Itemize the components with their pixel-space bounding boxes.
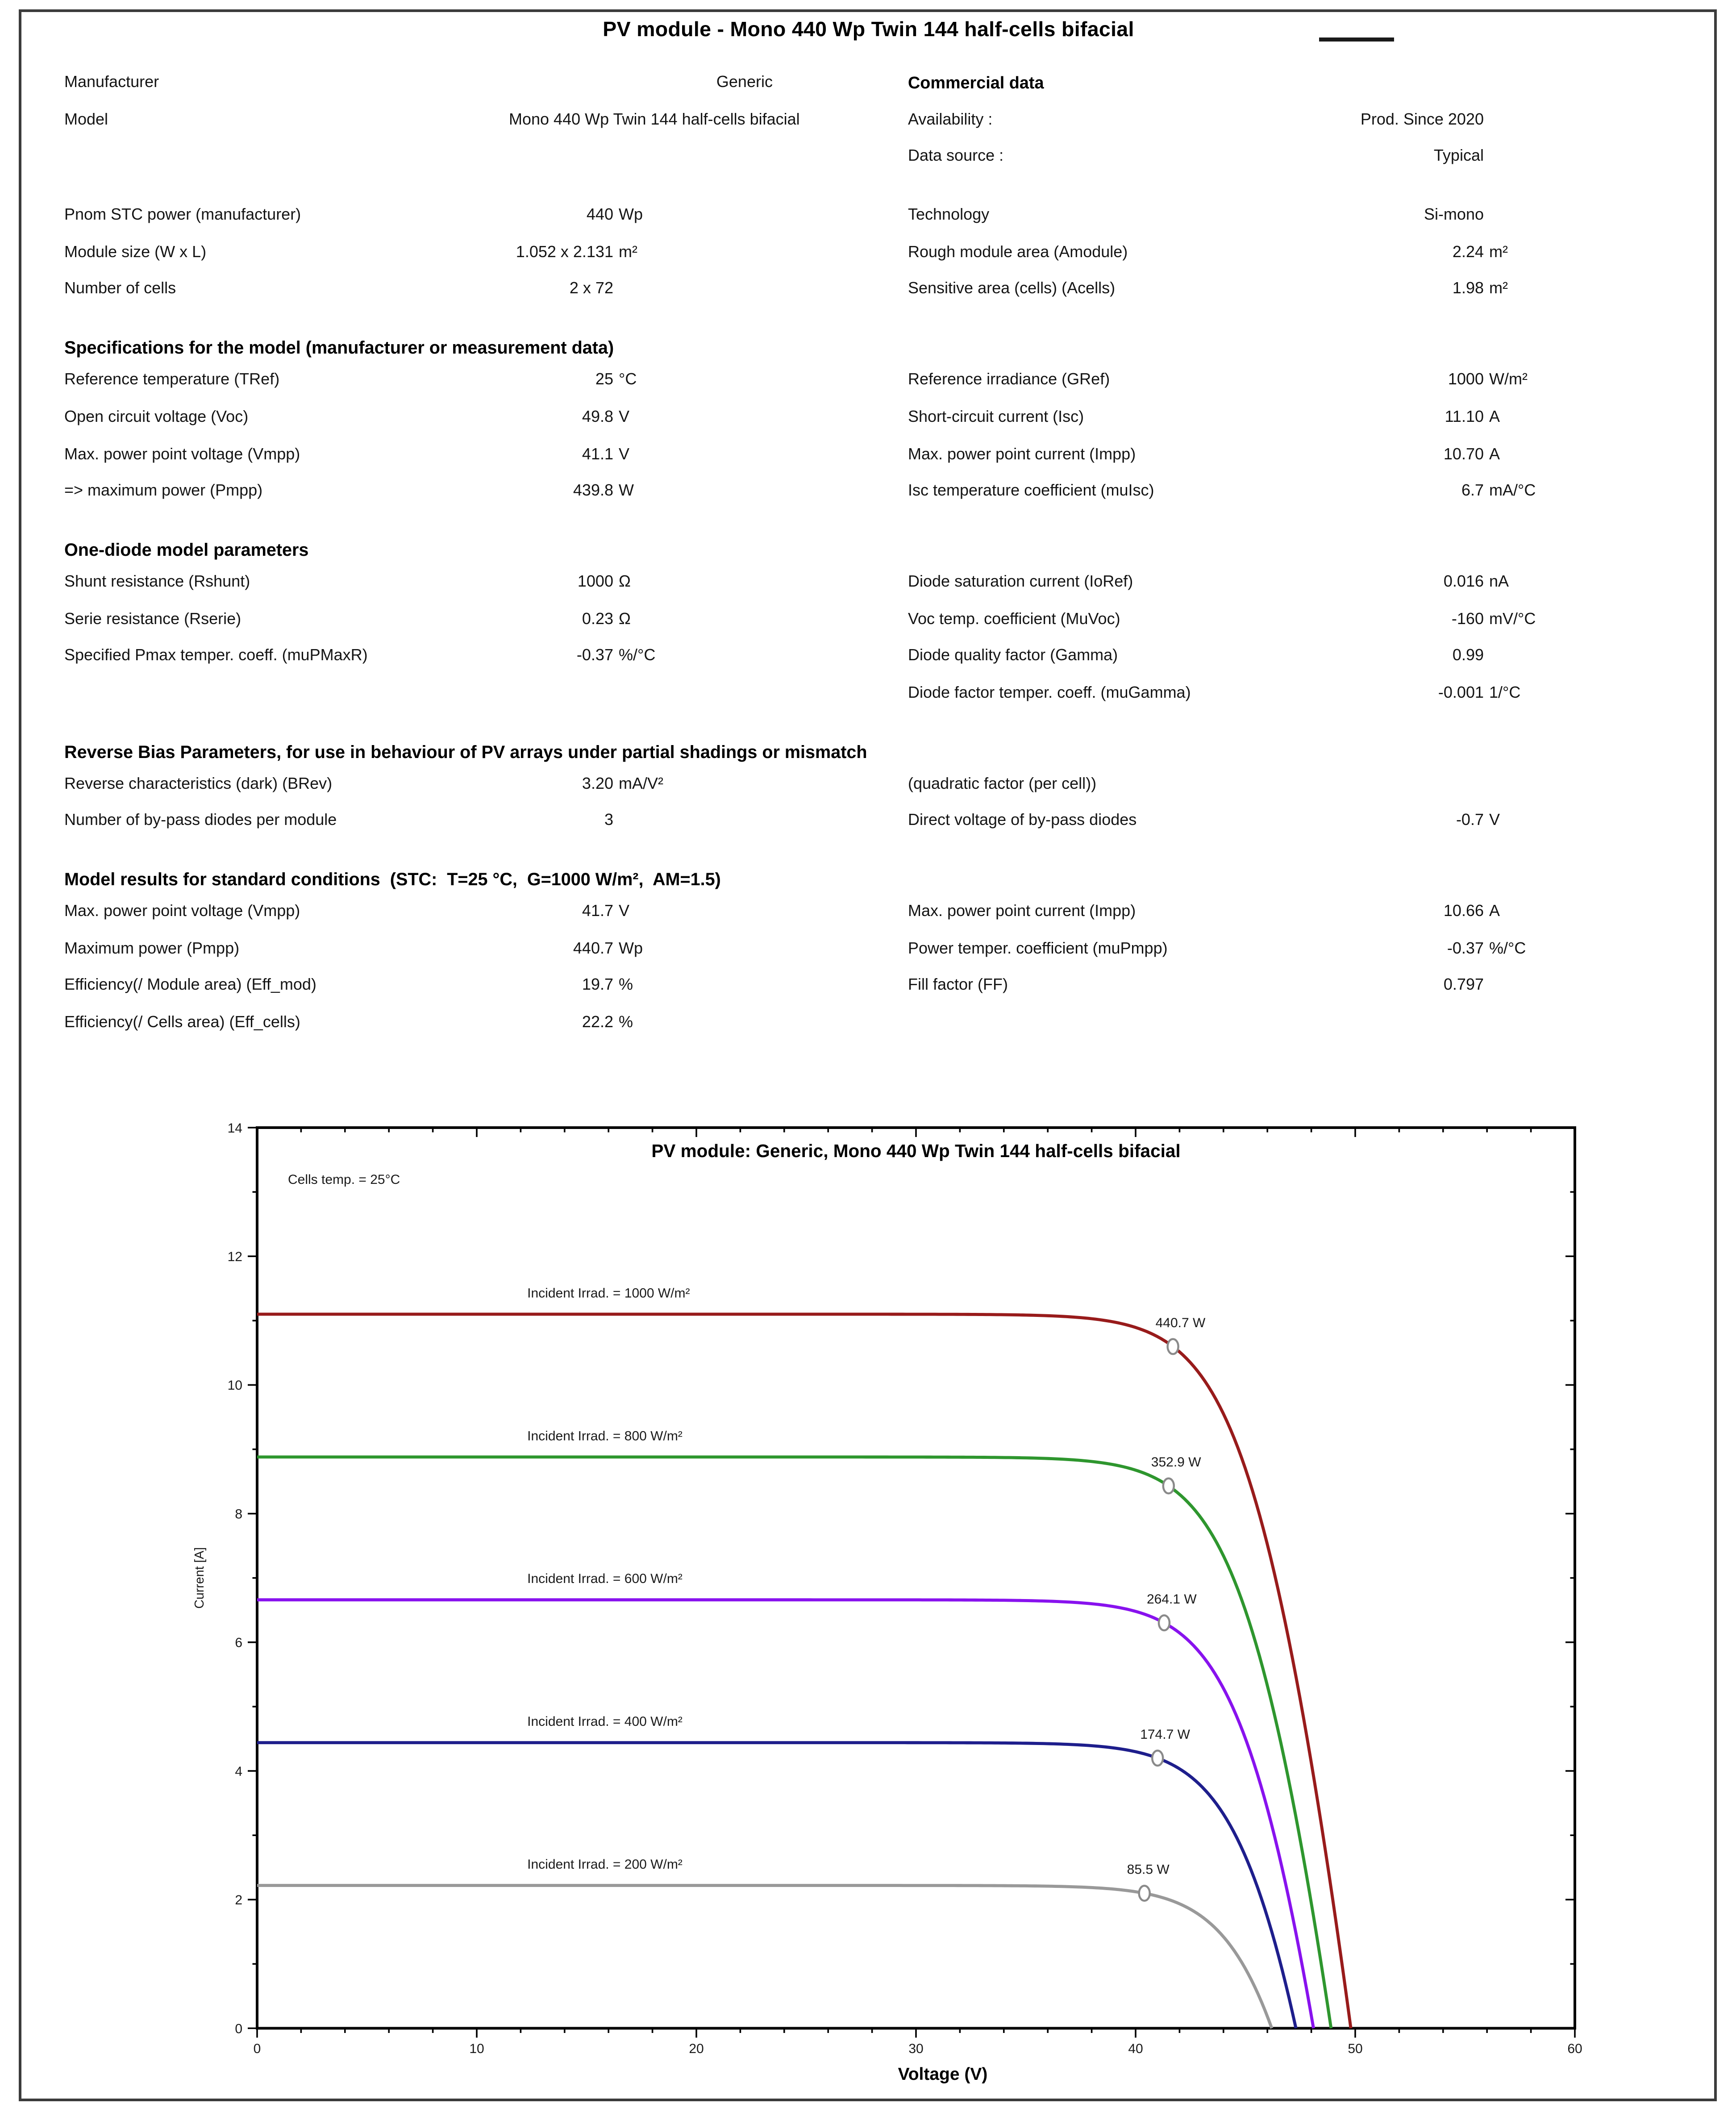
iv-curve bbox=[257, 1886, 1272, 2028]
irradiance-label: Incident Irrad. = 800 W/m² bbox=[527, 1429, 683, 1444]
data-row bbox=[908, 938, 1677, 975]
mpp-power-label: 174.7 W bbox=[1140, 1727, 1190, 1742]
row-label: Max. power point current (Impp) bbox=[908, 444, 1136, 463]
row-unit: % bbox=[619, 975, 633, 995]
row-unit: m² bbox=[1489, 242, 1508, 261]
row-unit: °C bbox=[619, 370, 637, 389]
row-value: 41.1 bbox=[582, 444, 613, 463]
data-row bbox=[908, 407, 1677, 444]
row-value: Si-mono bbox=[1424, 205, 1484, 224]
section-reverse-bias bbox=[64, 741, 1677, 848]
row-value: 440 bbox=[586, 205, 613, 224]
row-unit: nA bbox=[1489, 571, 1509, 591]
row-label: => maximum power (Pmpp) bbox=[64, 481, 263, 500]
x-tick-label: 0 bbox=[253, 2041, 261, 2056]
row-unit: %/°C bbox=[1489, 938, 1526, 958]
row-label: (quadratic factor (per cell)) bbox=[908, 773, 1097, 792]
row-unit: Wp bbox=[619, 205, 643, 224]
y-tick-label: 14 bbox=[227, 1120, 242, 1136]
y-tick-label: 6 bbox=[235, 1635, 242, 1650]
reverse-right-rows bbox=[908, 774, 1677, 848]
row-value: 10.66 bbox=[1443, 901, 1484, 920]
x-tick-label: 40 bbox=[1128, 2041, 1143, 2056]
irradiance-label: Incident Irrad. = 1000 W/m² bbox=[527, 1286, 690, 1301]
commercial-data-rows bbox=[908, 109, 1677, 183]
mpp-power-label: 440.7 W bbox=[1155, 1315, 1206, 1330]
spec-left-rows bbox=[64, 370, 908, 518]
section-model-results bbox=[64, 869, 1677, 1050]
row-value: 49.8 bbox=[582, 407, 613, 426]
row-value: 1.98 bbox=[1452, 279, 1484, 298]
row-label: Serie resistance (Rserie) bbox=[64, 608, 241, 628]
row-unit: W/m² bbox=[1489, 370, 1528, 389]
row-value: -160 bbox=[1451, 608, 1484, 628]
data-row bbox=[908, 444, 1677, 481]
data-row bbox=[908, 683, 1677, 720]
row-label: Efficiency(/ Cells area) (Eff_cells) bbox=[64, 1012, 300, 1032]
x-axis-label: Voltage (V) bbox=[898, 2065, 988, 2084]
row-label: Diode factor temper. coeff. (muGamma) bbox=[908, 683, 1191, 702]
chart-title: PV module: Generic, Mono 440 Wp Twin 144 half-cells bifacial bbox=[651, 1141, 1181, 1161]
y-tick-label: 8 bbox=[235, 1507, 242, 1522]
data-row bbox=[908, 146, 1677, 183]
row-label: Module size (W x L) bbox=[64, 242, 207, 261]
row-unit: A bbox=[1489, 901, 1500, 920]
row-label: Diode saturation current (IoRef) bbox=[908, 571, 1133, 591]
x-tick-label: 10 bbox=[469, 2041, 484, 2056]
iv-curve-chart bbox=[0, 1112, 1736, 2113]
row-value: 25 bbox=[595, 370, 613, 389]
x-tick-label: 60 bbox=[1567, 2041, 1582, 2056]
data-row bbox=[908, 572, 1677, 609]
mpp-marker bbox=[1139, 1886, 1150, 1901]
row-value: 0.797 bbox=[1443, 975, 1484, 995]
data-row bbox=[64, 407, 908, 444]
spec-right-rows bbox=[908, 370, 1677, 518]
data-row bbox=[64, 242, 908, 279]
data-row bbox=[64, 938, 908, 975]
row-value: 3 bbox=[604, 810, 613, 829]
row-value: 0.99 bbox=[1452, 646, 1484, 665]
data-row bbox=[908, 370, 1677, 407]
row-unit: V bbox=[619, 901, 630, 920]
row-label: Reverse characteristics (dark) (BRev) bbox=[64, 773, 333, 792]
section-specifications bbox=[64, 337, 1677, 518]
irradiance-label: Incident Irrad. = 600 W/m² bbox=[527, 1571, 683, 1587]
x-tick-label: 30 bbox=[908, 2041, 924, 2056]
header-block bbox=[64, 72, 1677, 183]
row-label: Short-circuit current (Isc) bbox=[908, 407, 1084, 426]
general-left-rows bbox=[64, 205, 908, 316]
commercial-data-heading: Commercial data bbox=[908, 74, 1044, 92]
mpp-marker bbox=[1168, 1339, 1178, 1354]
row-label: Sensitive area (cells) (Acells) bbox=[908, 279, 1116, 298]
data-row bbox=[64, 811, 908, 848]
data-row bbox=[64, 609, 908, 646]
row-value: 3.20 bbox=[582, 773, 613, 792]
iv-curve-svg bbox=[0, 1112, 1736, 2113]
row-unit: mA/V² bbox=[619, 773, 664, 792]
data-row bbox=[64, 481, 908, 518]
row-value: 6.7 bbox=[1461, 481, 1484, 500]
y-tick-label: 4 bbox=[235, 1764, 242, 1779]
data-row bbox=[64, 646, 908, 683]
row-value: 440.7 bbox=[573, 938, 613, 958]
row-label: Model bbox=[64, 109, 108, 129]
row-label: Fill factor (FF) bbox=[908, 975, 1008, 995]
row-unit: %/°C bbox=[619, 646, 656, 665]
diode-right-rows bbox=[908, 572, 1677, 720]
row-value: Mono 440 Wp Twin 144 half-cells bifacial bbox=[509, 109, 800, 129]
x-tick-label: 20 bbox=[689, 2041, 704, 2056]
irradiance-label: Incident Irrad. = 400 W/m² bbox=[527, 1714, 683, 1729]
row-label: Max. power point current (Impp) bbox=[908, 901, 1136, 920]
row-unit: A bbox=[1489, 444, 1500, 463]
row-value: -0.37 bbox=[1447, 938, 1484, 958]
row-label: Shunt resistance (Rshunt) bbox=[64, 571, 250, 591]
row-value: 19.7 bbox=[582, 975, 613, 995]
row-unit: 1/°C bbox=[1489, 683, 1521, 702]
section-heading: Specifications for the model (manufacturer or measurement data) bbox=[64, 337, 614, 358]
results-right-rows bbox=[908, 901, 1677, 1050]
data-row bbox=[908, 205, 1677, 242]
row-label: Diode quality factor (Gamma) bbox=[908, 646, 1118, 665]
mpp-power-label: 264.1 W bbox=[1146, 1591, 1197, 1607]
data-row bbox=[908, 811, 1677, 848]
data-row bbox=[64, 72, 908, 109]
row-label: Isc temperature coefficient (muIsc) bbox=[908, 481, 1154, 500]
general-right-rows bbox=[908, 205, 1677, 316]
row-unit: % bbox=[619, 1012, 633, 1032]
iv-curve bbox=[257, 1600, 1314, 2028]
row-unit: V bbox=[619, 444, 630, 463]
row-value: -0.37 bbox=[576, 646, 613, 665]
data-row bbox=[908, 481, 1677, 518]
row-label: Technology bbox=[908, 205, 990, 224]
mpp-marker bbox=[1163, 1479, 1174, 1494]
row-value: 2.24 bbox=[1452, 242, 1484, 261]
row-unit: m² bbox=[619, 242, 637, 261]
manufacturer-model-rows bbox=[64, 72, 908, 183]
mpp-marker bbox=[1159, 1616, 1170, 1631]
row-label: Manufacturer bbox=[64, 72, 159, 91]
datasheet-body bbox=[64, 72, 1677, 1050]
title-rule bbox=[1319, 37, 1394, 41]
row-label: Voc temp. coefficient (MuVoc) bbox=[908, 608, 1120, 628]
section-heading: Reverse Bias Parameters, for use in behaviour of PV arrays under partial shadings or mismatch bbox=[64, 741, 867, 762]
iv-curve bbox=[257, 1314, 1351, 2028]
row-value: 1.052 x 2.131 bbox=[516, 242, 613, 261]
data-row bbox=[64, 901, 908, 938]
mpp-power-label: 352.9 W bbox=[1151, 1455, 1201, 1470]
row-label: Max. power point voltage (Vmpp) bbox=[64, 901, 300, 920]
data-row bbox=[64, 975, 908, 1012]
row-label: Open circuit voltage (Voc) bbox=[64, 407, 249, 426]
row-value: 1000 bbox=[1448, 370, 1484, 389]
row-value: 2 x 72 bbox=[569, 279, 613, 298]
y-tick-label: 0 bbox=[235, 2021, 242, 2037]
diode-left-rows bbox=[64, 572, 908, 720]
row-value: 41.7 bbox=[582, 901, 613, 920]
row-label: Availability : bbox=[908, 109, 993, 129]
row-label: Rough module area (Amodule) bbox=[908, 242, 1128, 261]
data-row bbox=[908, 975, 1677, 1012]
row-label: Number of cells bbox=[64, 279, 176, 298]
section-heading: One-diode model parameters bbox=[64, 539, 309, 560]
x-tick-label: 50 bbox=[1348, 2041, 1363, 2056]
y-tick-label: 12 bbox=[227, 1250, 242, 1265]
row-unit: Ω bbox=[619, 608, 631, 628]
data-row bbox=[64, 109, 908, 146]
data-row bbox=[908, 242, 1677, 279]
row-label: Reference temperature (TRef) bbox=[64, 370, 280, 389]
row-label: Number of by-pass diodes per module bbox=[64, 810, 337, 829]
row-unit: mA/°C bbox=[1489, 481, 1536, 500]
cells-temp-label: Cells temp. = 25°C bbox=[288, 1172, 400, 1187]
mpp-marker bbox=[1152, 1751, 1163, 1766]
irradiance-label: Incident Irrad. = 200 W/m² bbox=[527, 1857, 683, 1872]
data-row bbox=[908, 774, 1677, 811]
row-value: 439.8 bbox=[573, 481, 613, 500]
row-value: 10.70 bbox=[1443, 444, 1484, 463]
plot-frame bbox=[257, 1128, 1575, 2028]
data-row bbox=[64, 774, 908, 811]
row-label: Pnom STC power (manufacturer) bbox=[64, 205, 301, 224]
row-label: Max. power point voltage (Vmpp) bbox=[64, 444, 300, 463]
reverse-left-rows bbox=[64, 774, 908, 848]
row-unit: mV/°C bbox=[1489, 608, 1536, 628]
y-tick-label: 10 bbox=[227, 1378, 242, 1393]
row-value: Prod. Since 2020 bbox=[1360, 109, 1484, 129]
row-unit: W bbox=[619, 481, 634, 500]
row-value: 11.10 bbox=[1445, 407, 1484, 426]
general-block bbox=[64, 205, 1677, 316]
row-label: Maximum power (Pmpp) bbox=[64, 938, 240, 958]
row-unit: V bbox=[1489, 810, 1500, 829]
section-heading: Model results for standard conditions (STC: T=25 °C, G=1000 W/m², AM=1.5) bbox=[64, 869, 721, 889]
row-value: -0.7 bbox=[1456, 810, 1484, 829]
section-one-diode bbox=[64, 540, 1677, 720]
row-value: Generic bbox=[716, 72, 773, 91]
y-axis-label: Current [A] bbox=[192, 1547, 207, 1609]
row-label: Power temper. coefficient (muPmpp) bbox=[908, 938, 1168, 958]
row-label: Data source : bbox=[908, 146, 1004, 166]
row-label: Specified Pmax temper. coeff. (muPMaxR) bbox=[64, 646, 368, 665]
data-row bbox=[908, 609, 1677, 646]
row-value: 22.2 bbox=[582, 1012, 613, 1032]
row-value: 0.23 bbox=[582, 608, 613, 628]
row-label: Reference irradiance (GRef) bbox=[908, 370, 1110, 389]
data-row bbox=[64, 205, 908, 242]
y-tick-label: 2 bbox=[235, 1893, 242, 1908]
row-unit: A bbox=[1489, 407, 1500, 426]
data-row bbox=[908, 646, 1677, 683]
data-row bbox=[64, 279, 908, 316]
page-title: PV module - Mono 440 Wp Twin 144 half-cells bifacial bbox=[603, 19, 1134, 42]
data-row bbox=[64, 444, 908, 481]
data-row bbox=[64, 572, 908, 609]
row-value: 0.016 bbox=[1443, 571, 1484, 591]
results-left-rows bbox=[64, 901, 908, 1050]
row-value: 1000 bbox=[577, 571, 613, 591]
row-unit: Wp bbox=[619, 938, 643, 958]
row-unit: V bbox=[619, 407, 630, 426]
data-row bbox=[64, 1012, 908, 1050]
data-row bbox=[908, 109, 1677, 146]
data-row bbox=[908, 901, 1677, 938]
data-row bbox=[908, 279, 1677, 316]
row-value: Typical bbox=[1433, 146, 1484, 166]
row-unit: Ω bbox=[619, 571, 631, 591]
row-label: Direct voltage of by-pass diodes bbox=[908, 810, 1137, 829]
row-value: -0.001 bbox=[1438, 683, 1484, 702]
mpp-power-label: 85.5 W bbox=[1127, 1862, 1170, 1877]
row-label: Efficiency(/ Module area) (Eff_mod) bbox=[64, 975, 316, 995]
data-row bbox=[64, 370, 908, 407]
row-unit: m² bbox=[1489, 279, 1508, 298]
